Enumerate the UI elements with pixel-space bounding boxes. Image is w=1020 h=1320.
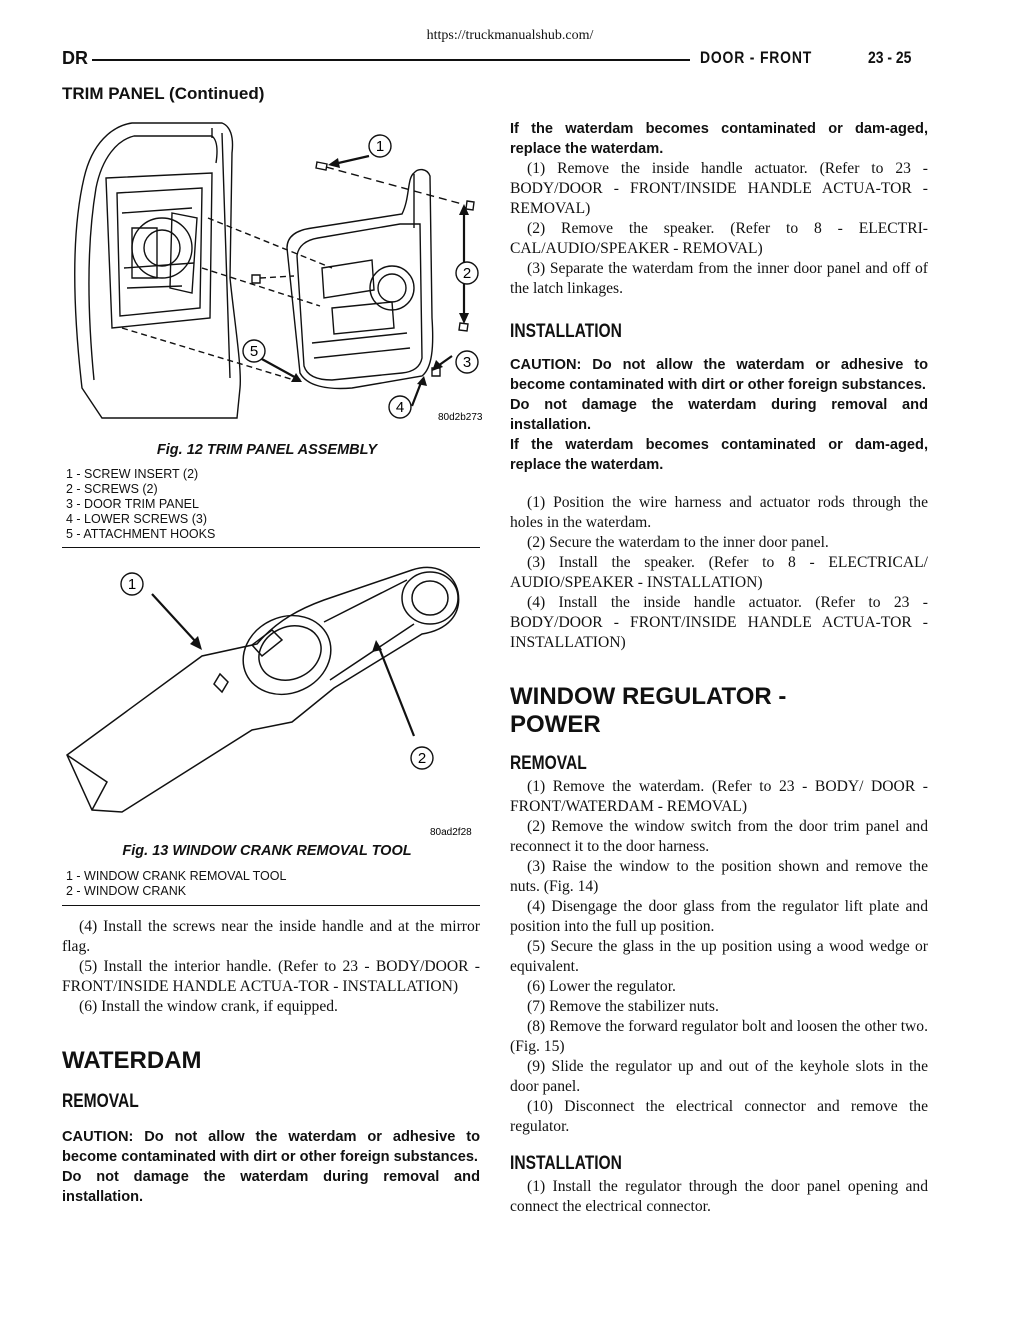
fig13-callout-1: 1 [127,576,137,593]
waterdam-removal-caution-3: If the waterdam becomes contaminated or dam-aged, replace the waterdam. [510,121,928,157]
waterdam-removal-heading: REMOVAL [62,1091,139,1112]
fig13-code: 80ad2f28 [430,827,472,838]
header-model: DR [62,48,88,68]
fig12-legend-item: 3 - DOOR TRIM PANEL [66,497,199,511]
trim-step-5: (5) Install the interior handle. (Refer to 23 - BODY/DOOR - FRONT/INSIDE HANDLE ACTUA-TOR - INSTALLATION) [62,958,480,995]
waterdam-install-caution-1: CAUTION: Do not allow the waterdam or adhesive to become contaminated with dirt or other foreign substances. [510,357,928,393]
regulator-title-line-1: WINDOW REGULATOR - [510,683,787,710]
header-section: DOOR - FRONT [700,48,813,67]
waterdam-removal-step-3: (3) Separate the waterdam from the inner door panel and off of the latch linkages. [510,260,928,297]
fig12-callout-1: 1 [375,138,385,155]
regulator-removal-step-1: (1) Remove the waterdam. (Refer to 23 - BODY/ DOOR - FRONT/WATERDAM - REMOVAL) [510,778,928,815]
regulator-installation-heading: INSTALLATION [510,1153,622,1174]
trim-step-4: (4) Install the screws near the inside handle and at the mirror flag. [62,918,480,955]
trim-panel-assembly-illustration [62,118,487,430]
waterdam-install-step-3: (3) Install the speaker. (Refer to 8 - ELECTRICAL/ AUDIO/SPEAKER - INSTALLATION) [510,554,928,591]
fig12-caption: Fig. 12 TRIM PANEL ASSEMBLY [156,442,378,458]
waterdam-removal-caution-1: CAUTION: Do not allow the waterdam or adhesive to become contaminated with dirt or other foreign substances. [62,1129,480,1165]
fig12-legend-item: 4 - LOWER SCREWS (3) [66,512,207,526]
regulator-removal-step-7: (7) Remove the stabilizer nuts. [527,998,719,1015]
regulator-removal-step-5: (5) Secure the glass in the up position using a wood wedge or equivalent. [510,938,928,975]
fig12-code: 80d2b273 [438,412,483,423]
fig13-legend-item: 2 - WINDOW CRANK [66,884,187,898]
regulator-removal-step-2: (2) Remove the window switch from the door trim panel and reconnect it to the door harness. [510,818,928,855]
fig12-legend-item: 5 - ATTACHMENT HOOKS [66,527,216,541]
left-column-text [62,917,480,1207]
waterdam-install-caution-2: Do not damage the waterdam during removal and installation. [510,397,928,433]
regulator-removal-step-4: (4) Disengage the door glass from the regulator lift plate and position into the full up position. [510,898,928,935]
fig12-callout-3: 3 [462,354,472,371]
header-page-number: 23 - 25 [868,48,912,67]
continued-heading: TRIM PANEL (Continued) [62,84,265,103]
fig13-legend-item: 1 - WINDOW CRANK REMOVAL TOOL [66,869,287,883]
fig12-callout-5: 5 [249,343,259,360]
fig12-legend-item: 2 - SCREWS (2) [66,482,158,496]
regulator-removal-heading: REMOVAL [510,753,587,774]
regulator-removal-step-6: (6) Lower the regulator. [527,978,676,995]
fig12-callout-2: 2 [462,265,472,282]
waterdam-install-caution-3: If the waterdam becomes contaminated or dam-aged, replace the waterdam. [510,437,928,473]
waterdam-removal-step-2: (2) Remove the speaker. (Refer to 8 - ELECTRI-CAL/AUDIO/SPEAKER - REMOVAL) [510,220,928,257]
fig12-legend-item: 1 - SCREW INSERT (2) [66,467,199,481]
header-rule [92,59,690,61]
trim-step-6: (6) Install the window crank, if equipped. [79,998,338,1015]
waterdam-install-step-2: (2) Secure the waterdam to the inner door panel. [527,534,829,551]
regulator-removal-step-8: (8) Remove the forward regulator bolt and loosen the other two. (Fig. 15) [510,1018,928,1055]
regulator-install-step-1: (1) Install the regulator through the door panel opening and connect the electrical connector. [510,1178,928,1215]
waterdam-install-step-1: (1) Position the wire harness and actuator rods through the holes in the waterdam. [510,494,928,531]
waterdam-removal-step-1: (1) Remove the inside handle actuator. (Refer to 23 - BODY/DOOR - FRONT/INSIDE HANDLE ACTUA-TOR - REMOVAL) [510,160,928,217]
fig12-legend [66,467,215,542]
right-column-text [510,119,928,1217]
waterdam-title: WATERDAM [62,1047,202,1074]
waterdam-removal-caution-2: Do not damage the waterdam during removal and installation. [62,1169,480,1205]
fig13-legend [66,869,286,899]
regulator-removal-step-10: (10) Disconnect the electrical connector and remove the regulator. [510,1098,928,1135]
fig13-divider [62,905,480,906]
waterdam-installation-heading: INSTALLATION [510,321,622,342]
fig12-divider [62,547,480,548]
regulator-title-line-2: POWER [510,711,601,738]
window-crank-removal-tool-illustration [62,560,482,840]
regulator-removal-step-3: (3) Raise the window to the position shown and remove the nuts. (Fig. 14) [510,858,928,895]
fig12-callout-4: 4 [395,399,405,416]
source-url: https://truckmanualshub.com/ [426,28,594,43]
regulator-removal-step-9: (9) Slide the regulator up and out of the keyhole slots in the door panel. [510,1058,928,1095]
waterdam-install-step-4: (4) Install the inside handle actuator. (Refer to 23 - BODY/DOOR - FRONT/INSIDE HANDLE ACTUA-TOR - INSTALLATION) [510,594,928,651]
fig13-caption: Fig. 13 WINDOW CRANK REMOVAL TOOL [122,843,412,859]
fig13-callout-2: 2 [417,750,427,767]
